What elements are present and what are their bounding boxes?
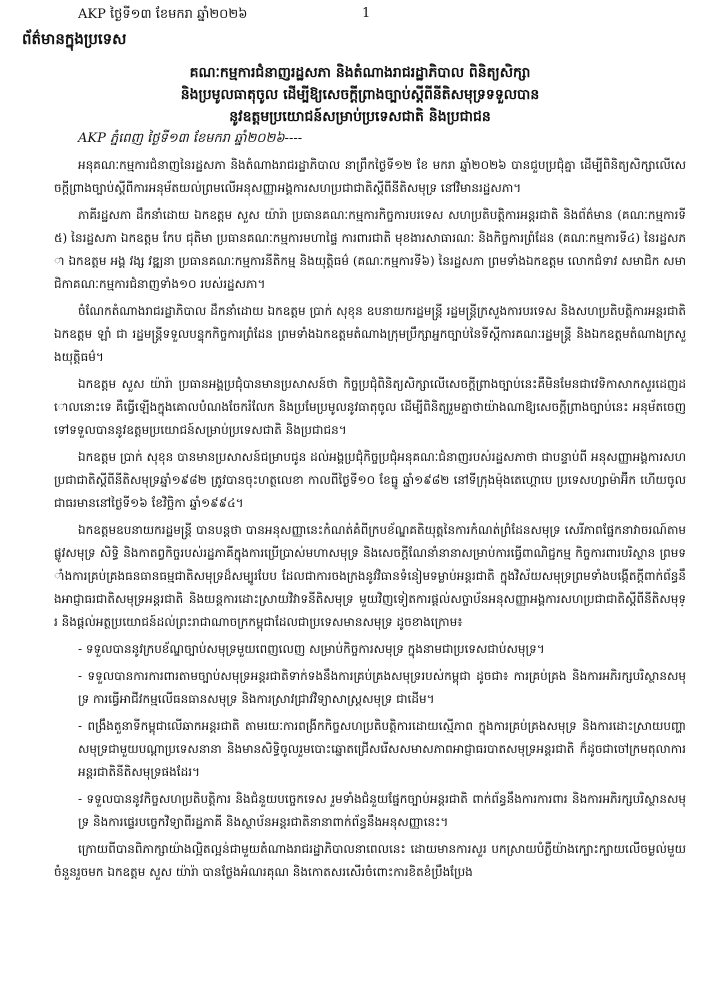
bullet-2: - ទទួលបានការការពារតាមច្បាប់សមុទ្រអន្តរជាតិទាក់ទងនឹងការគ្រប់គ្រងសមុទ្ររបស់កម្ពុជា ដូចជា៖ ការគ្រប់គ្រង និងការអភិរក្សបរិស្ថានសមុទ្រ ការធ្វើអាជីវកម្មលើធនធានសមុទ្រ និងការស្រាវជ្រាវវិទ្យាសាស្ត្រសមុទ្រ ជាដើម។ xyxy=(78,669,686,706)
headline-line-1: គណៈកម្មការជំនាញរដ្ឋសភា និងតំណាងរាជរដ្ឋាភិបាល ពិនិត្យសិក្សា xyxy=(189,65,531,81)
article-body xyxy=(54,154,686,994)
paragraph-5: ឯកឧត្តម ប្រាក់ សុខុន បានមានប្រសាសន៍ជម្រាបជូន ដល់អង្គប្រជុំកិច្ចប្រជុំអនុគណៈជំនាញរបស់រដ្ឋសភាថា ជាបន្ទាប់ពី អនុសញ្ញាអង្គការសហប្រជាជាតិស្តីពីនីតិសមុទ្រឆ្នាំ១៩៨២ ត្រូវបានចុះហត្ថលេខា កាលពីថ្ងៃទី១០ ខែធ្នូ ឆ្នាំ១៩៨២ នៅទីក្រុងម៉ុងតេហ្គោបេ ប្រទេសហ្សាម៉ាអ៊ីក ហើយចូលជាធរមាននៅថ្ងៃទី១៦ ខែវិច្ឆិកា ឆ្នាំ១៩៩៤។ xyxy=(54,450,686,510)
bullet-3: - ពង្រឹងតួនាទីកម្ពុជាលើឆាកអន្តរជាតិ តាមរយៈការពង្រីកកិច្ចសហប្រតិបត្តិការដោយស្មើភាព ក្នុងការគ្រប់គ្រងសមុទ្រ និងការដោះស្រាយបញ្ហាសមុទ្រជាមួយបណ្តាប្រទេសនានា និងមានសិទ្ធិចូលរួមបោះឆ្នោតជ្រើសរើសសមាសភាពអាជ្ញាធរបាតសមុទ្រអន្តរជាតិ ក៏ដូចជាចៅក្រមតុលាការ អន្តរជាតិនីតិសមុទ្រផងដែរ។ xyxy=(78,719,686,779)
paragraph-3: ចំណែកតំណាងរាជរដ្ឋាភិបាល ដឹកនាំដោយ ឯកឧត្តម ប្រាក់ សុខុន ឧបនាយករដ្ឋមន្ត្រី រដ្ឋមន្ត្រីក្រសួងការបរទេស និងសហប្រតិបត្តិការអន្តរជាតិ ឯកឧត្តម ឡាំ ជា រដ្ឋមន្ត្រីទទួលបន្ទុកកិច្ចការព្រំដែន ព្រមទាំងឯកឧត្តមតំណាងក្រុមប្រឹក្សាអ្នកច្បាប់នៃទីស្តីការគណៈរដ្ឋមន្ត្រី និងឯកឧត្តមតំណាងក្រសួងយុត្តិធម៌។ xyxy=(54,304,686,364)
paragraph-4: ឯកឧត្តម សួស យ៉ារ៉ា ប្រធានអង្គប្រជុំបានមានប្រសាសន៍ថា កិច្ចប្រជុំពិនិត្យសិក្សាលើសេចក្តីព្រាងច្បាប់នេះគឺមិនមែនជាវេទិកាសាកសួរដេញដោលនោះទេ គឺធ្វើឡើងក្នុងគោលបំណងចែករំលែក និងប្រមែប្រមូលនូវធាតុចូល ដើម្បីពិនិត្យរួមគ្នាថាយ៉ាងណាឱ្យសេចក្តីព្រាងច្បាប់នេះ អនុម័តចេញទៅទទួលបាននូវឧត្តមប្រយោជន៍សម្រាប់ប្រទេសជាតិ និងប្រជាជន។ xyxy=(54,377,686,437)
headline-line-2: និងប្រមូលធាតុចូល ដើម្បីឱ្យសេចក្តីព្រាងច្បាប់ស្តីពីនីតិសមុទ្រទទួលបាន xyxy=(180,87,540,103)
agency-date-header: AKP ថ្ងៃទី១៣ ខែមករា ឆ្នាំ២០២៦ xyxy=(78,7,248,22)
headline xyxy=(40,62,680,128)
section-title: ព័ត៌មានក្នុងប្រទេស xyxy=(22,30,127,48)
headline-line-3: នូវឧត្តមប្រយោជន៍សម្រាប់ប្រទេសជាតិ និងប្រជាជន xyxy=(229,109,491,125)
paragraph-6: ឯកឧត្តមឧបនាយករដ្ឋមន្ត្រី បានបន្តថា បានអនុសញ្ញានេះកំណត់គំពីក្របខ័ណ្ឌគតិយុត្តនៃការកំណត់ព្រំដែនសមុទ្រ សេរីភាពផ្នែកនាវាចរណ៍តាមផ្លូវសមុទ្រ សិទ្ធិ និងកាតព្វកិច្ចរបស់រដ្ឋភាគីក្នុងការប្រើប្រាស់មហាសមុទ្រ និងសេចក្តីណែនាំនានាសម្រាប់ការធ្វើពាណិជ្ជកម្ម កិច្ចការពារបរិស្ថាន ព្រមទាំងការគ្រប់គ្រងធនធានធម្មជាតិសមុទ្រដ៏សម្បូរបែប ដែលជាការចងក្រងនូវវិធានទំនៀមទម្លាប់អន្តរជាតិ ក្នុងវិស័យសមុទ្រព្រមទាំងបង្កើតក្តីពាក់ព័ន្ធនឹងអាជ្ញាធរជាតិសមុទ្រអន្តរជាតិ និងយន្តការដោះស្រាយវិវាទនីតិសមុទ្រ មួយវិញទៀតការផ្តល់សច្ចាប័នអនុសញ្ញាអង្គការសហប្រជាជាតិស្តីពីនីតិសមុទ្រ និងផ្តល់អត្ថប្រយោជន៍ដល់ព្រះរាជាណាចក្រកម្ពុជាដែលជាប្រទេសមានសមុទ្រ ដូចខាងក្រោម៖ xyxy=(54,523,686,629)
bullet-4: - ទទួលបាននូវកិច្ចសហប្រតិបត្តិការ និងជំនួយបច្ចេកទេស រួមទាំងជំនួយផ្នែកច្បាប់អន្តរជាតិ ពាក់ព័ន្ធនឹងការការពារ និងការអភិរក្សបរិស្ថានសមុទ្រ និងការផ្ទេរបច្ចេកវិទ្យាពីរដ្ឋភាគី និងស្ថាប័នអន្តរជាតិនានាពាក់ព័ន្ធនឹងអនុសញ្ញានេះ។ xyxy=(78,792,686,829)
paragraph-2: ភាគីរដ្ឋសភា ដឹកនាំដោយ ឯកឧត្តម សួស យ៉ារ៉ា ប្រធានគណៈកម្មការកិច្ចការបរទេស សហប្រតិបត្តិការអន្តរជាតិ និងព័ត៌មាន (គណៈកម្មការទី៥) នៃរដ្ឋសភា ឯកឧត្តម កែប ជុតិមា ប្រធានគណៈកម្មការមហាផ្ទៃ ការពារជាតិ មុខងារសាធារណៈ និងកិច្ចការព្រំដែន (គណៈកម្មការទី៤) នៃរដ្ឋសភា ឯកឧត្តម អង្គ វង្ស វឌ្ឍនា ប្រធានគណៈកម្មការនីតិកម្ម និងយុត្តិធម៌ (គណៈកម្មការទី៦) នៃរដ្ឋសភា ព្រមទាំងឯកឧត្តម លោកជំទាវ សមាជិក សមាជិកាគណៈកម្មការជំនាញទាំង១០ របស់រដ្ឋសភា។ xyxy=(54,208,686,291)
page-number: 1 xyxy=(362,6,371,21)
paragraph-1: អនុគណៈកម្មការជំនាញនៃរដ្ឋសភា និងតំណាងរាជរដ្ឋាភិបាល នាព្រឹកថ្ងៃទី១២ ខែ មករា ឆ្នាំ២០២៦ បានជួបប្រជុំគ្នា ដើម្បីពិនិត្យសិក្សាលើសេចក្តីព្រាងច្បាប់ស្តីពីការអនុម័តយល់ព្រមលើអនុសញ្ញាអង្គការសហប្រជាជាតិស្តីពីនីតិសមុទ្រ នៅវិមានរដ្ឋសភា។ xyxy=(54,158,686,195)
dateline: AKP ភ្នំពេញ ថ្ងៃទី១៣ ខែមករា ឆ្នាំ២០២៦---- xyxy=(78,131,303,146)
closing-paragraph: ក្រោយពីបានពិភាក្សាយ៉ាងល្អិតល្អន់ជាមួយតំណាងរាជរដ្ឋាភិបាលនាពេលនេះ ដោយមានការសួរ បកស្រាយបំភ្លឺយ៉ាងក្បោះក្បាយលើចម្ងល់មួយចំនួនរួចមក ឯកឧត្តម សួស យ៉ារ៉ា បានថ្លែងអំណរគុណ និងកោតសរសើរចំពោះការខិតខំប្រឹងប្រែង xyxy=(54,842,686,879)
bullet-1: - ទទួលបាននូវក្របខ័ណ្ឌច្បាប់សមុទ្រមួយពេញលេញ សម្រាប់កិច្ចការសមុទ្រ ក្នុងនាមជាប្រទេសជាប់សមុទ្រ។ xyxy=(78,642,545,656)
